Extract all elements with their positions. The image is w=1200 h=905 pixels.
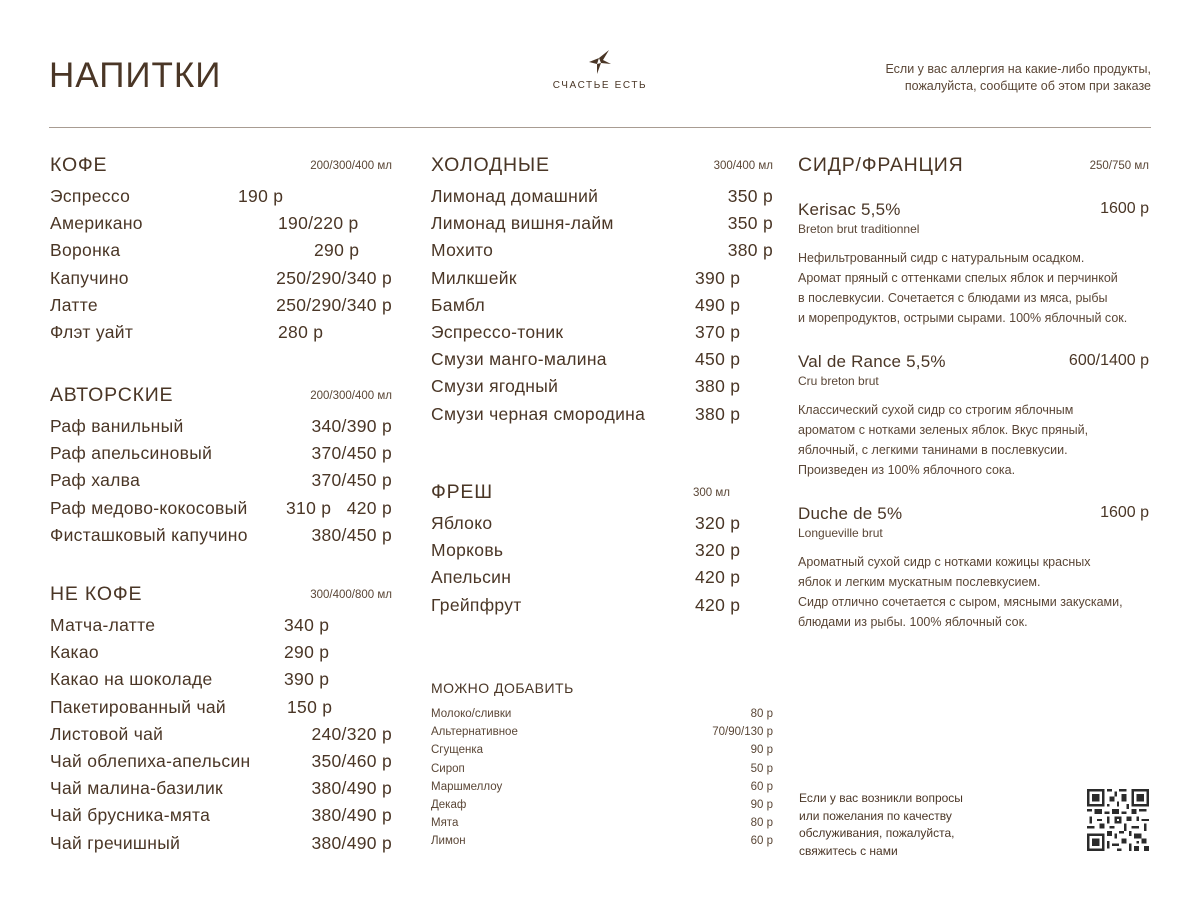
cider-description — [798, 552, 1149, 632]
item-name: Мохито — [431, 240, 494, 261]
item-name: Раф медово-кокосовый — [50, 497, 248, 518]
item-price: 340 р — [284, 615, 330, 635]
allergy-note-line: Если у вас аллергия на какие-либо продукты, — [885, 62, 1151, 76]
menu-item — [431, 240, 773, 267]
section-title: МОЖНО ДОБАВИТЬ — [431, 680, 574, 696]
item-price: 380 р — [695, 376, 741, 397]
feedback-line: Если у вас возникли вопросы — [799, 791, 963, 805]
section-sizes: 200/300/400 мл — [310, 160, 392, 172]
section-title: НЕ КОФЕ — [50, 583, 143, 605]
addon-name: Лимон — [431, 835, 466, 848]
item-price: 320 р — [695, 513, 741, 533]
cider-item — [798, 504, 1149, 632]
item-price: 320 р — [695, 540, 741, 561]
cider-subtitle: Cru breton brut — [798, 374, 879, 388]
cider-price: 1600 р — [1100, 200, 1149, 217]
section-title: ХОЛОДНЫЕ — [431, 154, 550, 176]
item-price: 420 р — [695, 567, 741, 588]
menu-item — [50, 268, 392, 295]
addon-item — [431, 708, 773, 726]
cider-item — [798, 200, 1149, 328]
cider-description-line: Ароматный сухой сидр с нотками кожицы красных — [798, 555, 1091, 569]
section-title: КОФЕ — [50, 154, 108, 176]
item-name: Лимонад домашний — [431, 186, 599, 206]
cider-description-line: и морепродуктов, острыми сырами. 100% яблочный сок. — [798, 311, 1128, 325]
section-fresh — [431, 481, 741, 622]
item-name: Эспрессо-тоник — [431, 321, 564, 342]
item-name: Флэт уайт — [50, 321, 134, 342]
item-name: Чай гречишный — [50, 832, 181, 853]
item-price: 150 р — [287, 696, 333, 717]
cider-subtitle: Breton brut traditionnel — [798, 222, 920, 236]
item-name: Чай облепиха-апельсин — [50, 750, 251, 771]
item-price: 350/460 р — [311, 750, 392, 771]
cider-description-line: ароматом с нотками зеленых яблок. Вкус пряный, — [798, 423, 1089, 437]
item-name: Чай брусника-мята — [50, 805, 211, 826]
section-coffee — [50, 154, 392, 349]
menu-item — [431, 404, 773, 431]
item-price: 310 р — [286, 497, 332, 518]
cider-description — [798, 400, 1149, 480]
menu-item — [431, 213, 773, 240]
feedback-line: обслуживания, пожалуйста, — [799, 826, 955, 840]
item-price: 250/290/340 р — [276, 267, 392, 288]
item-name: Лимонад вишня-лайм — [431, 213, 614, 234]
addon-price: 80 р — [750, 817, 773, 830]
section-sizes: 300/400/800 мл — [310, 589, 392, 601]
addon-name: Сгущенка — [431, 744, 484, 757]
cider-price: 600/1400 р — [1068, 352, 1149, 369]
addon-price: 90 р — [750, 798, 773, 811]
menu-item — [50, 186, 392, 213]
menu-item — [431, 567, 741, 594]
item-name: Морковь — [431, 540, 504, 561]
item-name: Раф ванильный — [50, 416, 184, 436]
menu-item — [50, 498, 392, 525]
menu-item — [431, 513, 741, 540]
cider-description-line: Произведен из 100% яблочного сока. — [798, 463, 1016, 477]
addon-item — [431, 835, 773, 853]
item-price: 380/490 р — [311, 832, 392, 853]
item-price: 370/450 р — [311, 443, 392, 464]
addon-item — [431, 781, 773, 799]
menu-item — [431, 349, 773, 376]
menu-item — [50, 240, 392, 267]
menu-item — [50, 470, 392, 497]
addon-item — [431, 744, 773, 762]
menu-item — [50, 615, 392, 642]
cider-description-line: Аромат пряный с оттенками спелых яблок и перчинкой — [798, 271, 1118, 285]
allergy-note-line: пожалуйста, сообщите об этом при заказе — [904, 79, 1151, 93]
item-name: Милкшейк — [431, 267, 517, 288]
item-name: Раф халва — [50, 470, 141, 491]
section-sizes: 300/400 мл — [713, 160, 773, 172]
addon-price: 70/90/130 р — [712, 726, 773, 739]
item-name: Апельсин — [431, 567, 512, 588]
item-name: Латте — [50, 294, 98, 315]
cider-description-line: Классический сухой сидр со строгим яблочным — [798, 403, 1074, 417]
qr-code-icon[interactable] — [1087, 789, 1149, 851]
item-name: Грейпфрут — [431, 594, 522, 615]
item-name: Пакетированный чай — [50, 696, 226, 717]
item-price: 380 р — [727, 240, 773, 261]
item-price: 190/220 р — [278, 213, 359, 234]
section-title: СИДР/ФРАНЦИЯ — [798, 154, 964, 176]
item-price: 370 р — [695, 321, 741, 342]
item-name: Чай малина-базилик — [50, 778, 224, 799]
swallow-logo-icon — [587, 48, 613, 76]
addon-item — [431, 799, 773, 817]
addon-name: Молоко/сливки — [431, 708, 512, 720]
menu-item — [50, 525, 392, 552]
menu-item — [50, 697, 392, 724]
addon-price: 60 р — [750, 780, 773, 793]
addon-name: Мята — [431, 817, 459, 830]
cider-description-line: Нефильтрованный сидр с натуральным осадком. — [798, 251, 1085, 265]
addon-price: 80 р — [750, 708, 773, 720]
addon-price: 90 р — [750, 744, 773, 757]
cider-description-line: Сидр отлично сочетается с сыром, мясными закусками, — [798, 595, 1123, 609]
cider-name: Val de Rance 5,5% — [798, 352, 946, 371]
section-cold — [431, 154, 773, 431]
cider-price: 1600 р — [1100, 504, 1149, 521]
menu-item — [431, 322, 773, 349]
item-price: 240/320 р — [311, 723, 392, 744]
item-price: 450 р — [695, 349, 741, 370]
addon-price: 60 р — [750, 835, 773, 848]
section-not-coffee — [50, 583, 392, 860]
addon-name: Маршмеллоу — [431, 780, 503, 793]
cider-description-line: блюдами из рыбы. 100% яблочный сок. — [798, 615, 1028, 629]
item-name: Эспрессо — [50, 186, 131, 206]
item-name: Смузи манго-малина — [431, 349, 607, 370]
item-price: 390 р — [284, 669, 330, 690]
menu-item — [50, 322, 392, 349]
menu-item — [50, 213, 392, 240]
section-title: АВТОРСКИЕ — [50, 384, 174, 406]
cider-description — [798, 248, 1149, 328]
section-sizes: 300 мл — [693, 487, 730, 499]
item-price: 290 р — [314, 240, 360, 261]
item-name: Матча-латте — [50, 615, 156, 635]
item-price: 280 р — [278, 321, 324, 342]
menu-item — [431, 376, 773, 403]
item-price: 350 р — [727, 213, 773, 234]
menu-item — [50, 416, 392, 443]
item-price: 350 р — [727, 186, 773, 206]
item-name: Листовой чай — [50, 723, 164, 744]
item-name: Смузи ягодный — [431, 376, 559, 397]
menu-item — [50, 778, 392, 805]
item-price-alt: 420 р — [346, 497, 392, 518]
feedback-note — [799, 790, 999, 860]
item-name: Капучино — [50, 267, 129, 288]
item-price: 290 р — [284, 642, 330, 663]
section-addons — [431, 680, 773, 854]
addon-item — [431, 817, 773, 835]
addon-name: Сироп — [431, 762, 465, 775]
menu-item — [50, 724, 392, 751]
item-name: Раф апельсиновый — [50, 443, 213, 464]
item-price: 420 р — [695, 594, 741, 615]
item-price: 390 р — [695, 267, 741, 288]
item-name: Яблоко — [431, 513, 493, 533]
section-cider — [798, 154, 1149, 656]
item-name: Какао — [50, 642, 99, 663]
cider-name: Kerisac 5,5% — [798, 200, 901, 219]
item-name: Американо — [50, 213, 143, 234]
item-price: 190 р — [238, 186, 284, 206]
menu-item — [50, 669, 392, 696]
addon-price: 50 р — [750, 762, 773, 775]
item-price: 250/290/340 р — [276, 294, 392, 315]
section-sizes: 200/300/400 мл — [310, 390, 392, 402]
item-price: 380/490 р — [311, 805, 392, 826]
menu-item — [50, 805, 392, 832]
item-name: Бамбл — [431, 294, 485, 315]
item-name: Фисташковый капучино — [50, 524, 248, 545]
logo — [540, 48, 660, 91]
item-price: 340/390 р — [311, 416, 392, 436]
cider-description-line: яблочный, с легкими танинами в послевкусии. — [798, 443, 1068, 457]
cider-name: Duche de 5% — [798, 504, 903, 523]
cider-description-line: яблок и легким мускатным послевкусием. — [798, 575, 1041, 589]
addon-item — [431, 726, 773, 744]
item-name: Какао на шоколаде — [50, 669, 213, 690]
cider-description-line: в послевкусии. Сочетается с блюдами из мяса, рыбы — [798, 291, 1108, 305]
menu-item — [431, 594, 741, 622]
header-divider — [49, 127, 1151, 128]
allergy-note — [791, 61, 1151, 95]
addon-item — [431, 763, 773, 781]
menu-item — [50, 833, 392, 860]
menu-item — [50, 642, 392, 669]
menu-item — [50, 751, 392, 778]
feedback-line: или пожелания по качеству — [799, 808, 952, 823]
menu-item — [431, 186, 773, 213]
item-name: Смузи черная смородина — [431, 403, 646, 424]
section-sizes: 250/750 мл — [1089, 160, 1149, 172]
item-price: 370/450 р — [311, 470, 392, 491]
menu-item — [50, 295, 392, 322]
logo-text: СЧАСТЬЕ ЕСТЬ — [552, 80, 648, 91]
menu-item — [431, 295, 773, 322]
menu-item — [431, 540, 741, 567]
menu-item — [50, 443, 392, 470]
item-price: 490 р — [695, 294, 741, 315]
page-title: НАПИТКИ — [49, 56, 222, 95]
feedback-line: свяжитесь с нами — [799, 843, 898, 858]
item-price: 380/490 р — [311, 778, 392, 799]
item-price: 380/450 р — [311, 524, 392, 545]
cider-item — [798, 352, 1149, 480]
addon-name: Декаф — [431, 798, 467, 811]
section-title: ФРЕШ — [431, 481, 493, 503]
item-name: Воронка — [50, 240, 121, 261]
cider-subtitle: Longueville brut — [798, 526, 883, 540]
item-price: 380 р — [695, 403, 741, 424]
menu-item — [431, 268, 773, 295]
addon-name: Альтернативное — [431, 726, 518, 739]
section-signature — [50, 384, 392, 552]
